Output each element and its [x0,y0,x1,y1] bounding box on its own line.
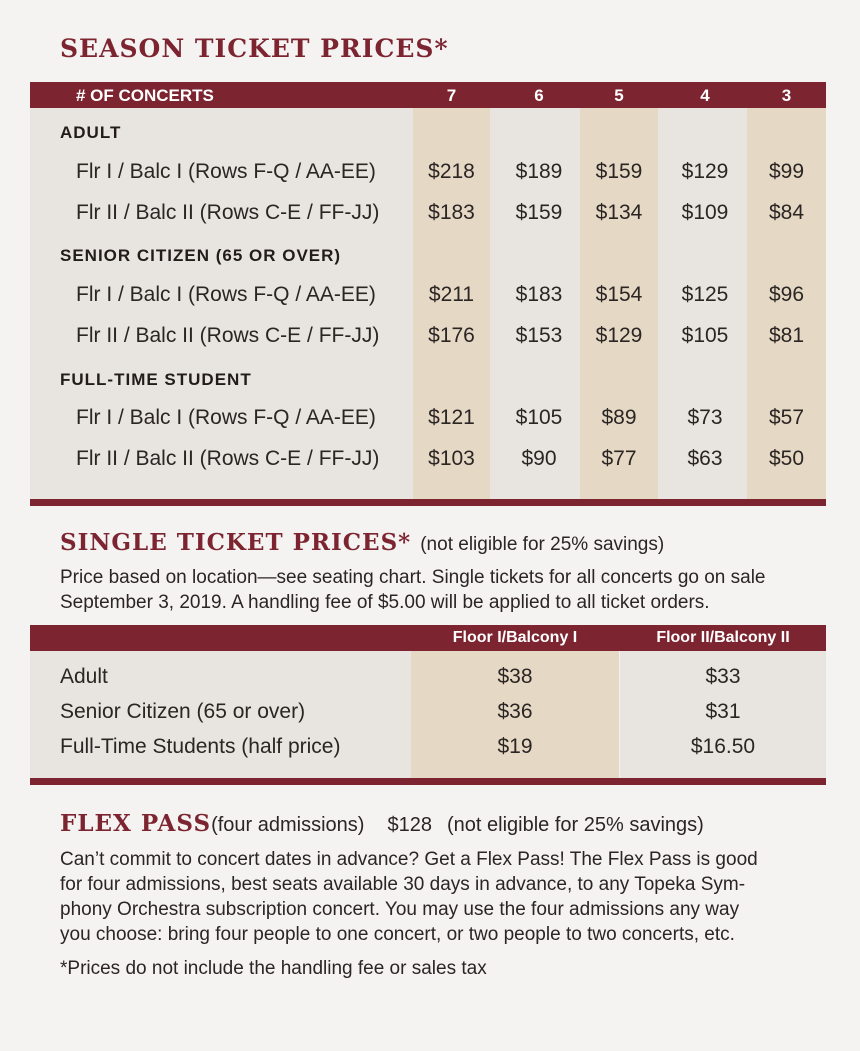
season-title: SEASON TICKET PRICES* [60,34,449,63]
flex-price: $128 [387,814,432,836]
single-description-line: Price based on location—see seating chart. Single tickets for all concerts go on sale [60,567,766,588]
price-cell: $90 [521,447,557,470]
price-cell: $211 [428,283,475,306]
price-cell: $16.50 [690,735,756,758]
row-label: Senior Citizen (65 or over) [60,700,306,723]
price-cell: $105 [515,406,563,429]
price-cell: $154 [595,283,643,306]
table-footer-bar [30,499,826,506]
price-cell: $57 [768,406,805,429]
price-cell: $103 [428,447,475,470]
price-cell: $81 [768,324,805,347]
single-description-line: September 3, 2019. A handling fee of $5.00 will be applied to all ticket orders. [60,592,710,613]
flex-description-line: phony Orchestra subscription concert. You may use the four admissions any way [60,899,740,920]
group-label: FULL-TIME STUDENT [60,370,252,389]
price-cell: $77 [601,447,637,470]
single-note: (not eligible for 25% savings) [420,534,665,555]
price-cell: $189 [515,160,563,183]
flex-description-line: Can’t commit to concert dates in advance? Get a Flex Pass! The Flex Pass is good [60,849,758,870]
price-cell: $129 [595,324,643,347]
price-cell: $19 [497,735,533,758]
table-footer-bar [30,778,826,785]
flex-heading [60,810,704,837]
single-price-table [30,625,826,785]
price-cell: $38 [497,665,533,688]
header-col-7: 7 [446,86,457,105]
price-cell: $36 [497,700,533,723]
header-concerts: # OF CONCERTS [76,86,214,105]
price-cell: $159 [515,201,563,224]
group-label: ADULT [60,123,122,142]
footnote: *Prices do not include the handling fee or sales tax [60,958,487,979]
flex-subtitle: (four admissions) [211,814,365,836]
row-label: Flr I / Balc I (Rows F-Q / AA-EE) [76,283,376,306]
price-cell: $153 [515,324,563,347]
price-cell: $73 [687,406,723,429]
row-label: Flr II / Balc II (Rows C-E / FF-JJ) [76,324,380,347]
price-cell: $109 [681,201,729,224]
single-title: SINGLE TICKET PRICES* [60,529,412,556]
price-cell: $183 [428,201,475,224]
price-cell: $63 [687,447,723,470]
price-cell: $96 [768,283,805,306]
price-cell: $121 [428,406,475,429]
price-cell: $33 [705,665,741,688]
header-col-5: 5 [614,86,624,105]
flex-description-line: for four admissions, best seats available 30 days in advance, to any Topeka Sym- [60,874,746,895]
price-cell: $31 [705,700,741,723]
price-cell: $105 [681,324,729,347]
row-label: Full-Time Students (half price) [60,735,341,758]
row-label: Adult [60,665,108,688]
row-label: Flr I / Balc I (Rows F-Q / AA-EE) [76,160,376,183]
season-price-table [30,82,826,506]
flex-title: FLEX PASS [60,810,212,837]
price-cell: $99 [768,160,805,183]
flex-description-line: you choose: bring four people to one concert, or two people to two concerts, etc. [60,924,735,945]
row-label: Flr II / Balc II (Rows C-E / FF-JJ) [76,447,380,470]
price-cell: $89 [601,406,637,429]
header-col-3: 3 [781,86,792,105]
row-label: Flr II / Balc II (Rows C-E / FF-JJ) [76,201,380,224]
group-label: SENIOR CITIZEN (65 OR OVER) [60,246,342,265]
price-cell: $134 [595,201,643,224]
price-cell: $125 [681,283,729,306]
header-floor1: Floor I/Balcony I [452,629,578,646]
header-floor2: Floor II/Balcony II [656,629,790,646]
price-cell: $129 [681,160,729,183]
price-cell: $159 [595,160,643,183]
header-col-6: 6 [534,86,544,105]
price-cell: $218 [428,160,475,183]
price-cell: $183 [515,283,563,306]
header-col-4: 4 [700,86,710,105]
price-cell: $176 [428,324,475,347]
single-heading [60,529,664,556]
price-cell: $84 [768,201,805,224]
price-cell: $50 [768,447,805,470]
flex-note: (not eligible for 25% savings) [447,814,704,836]
row-label: Flr I / Balc I (Rows F-Q / AA-EE) [76,406,376,429]
